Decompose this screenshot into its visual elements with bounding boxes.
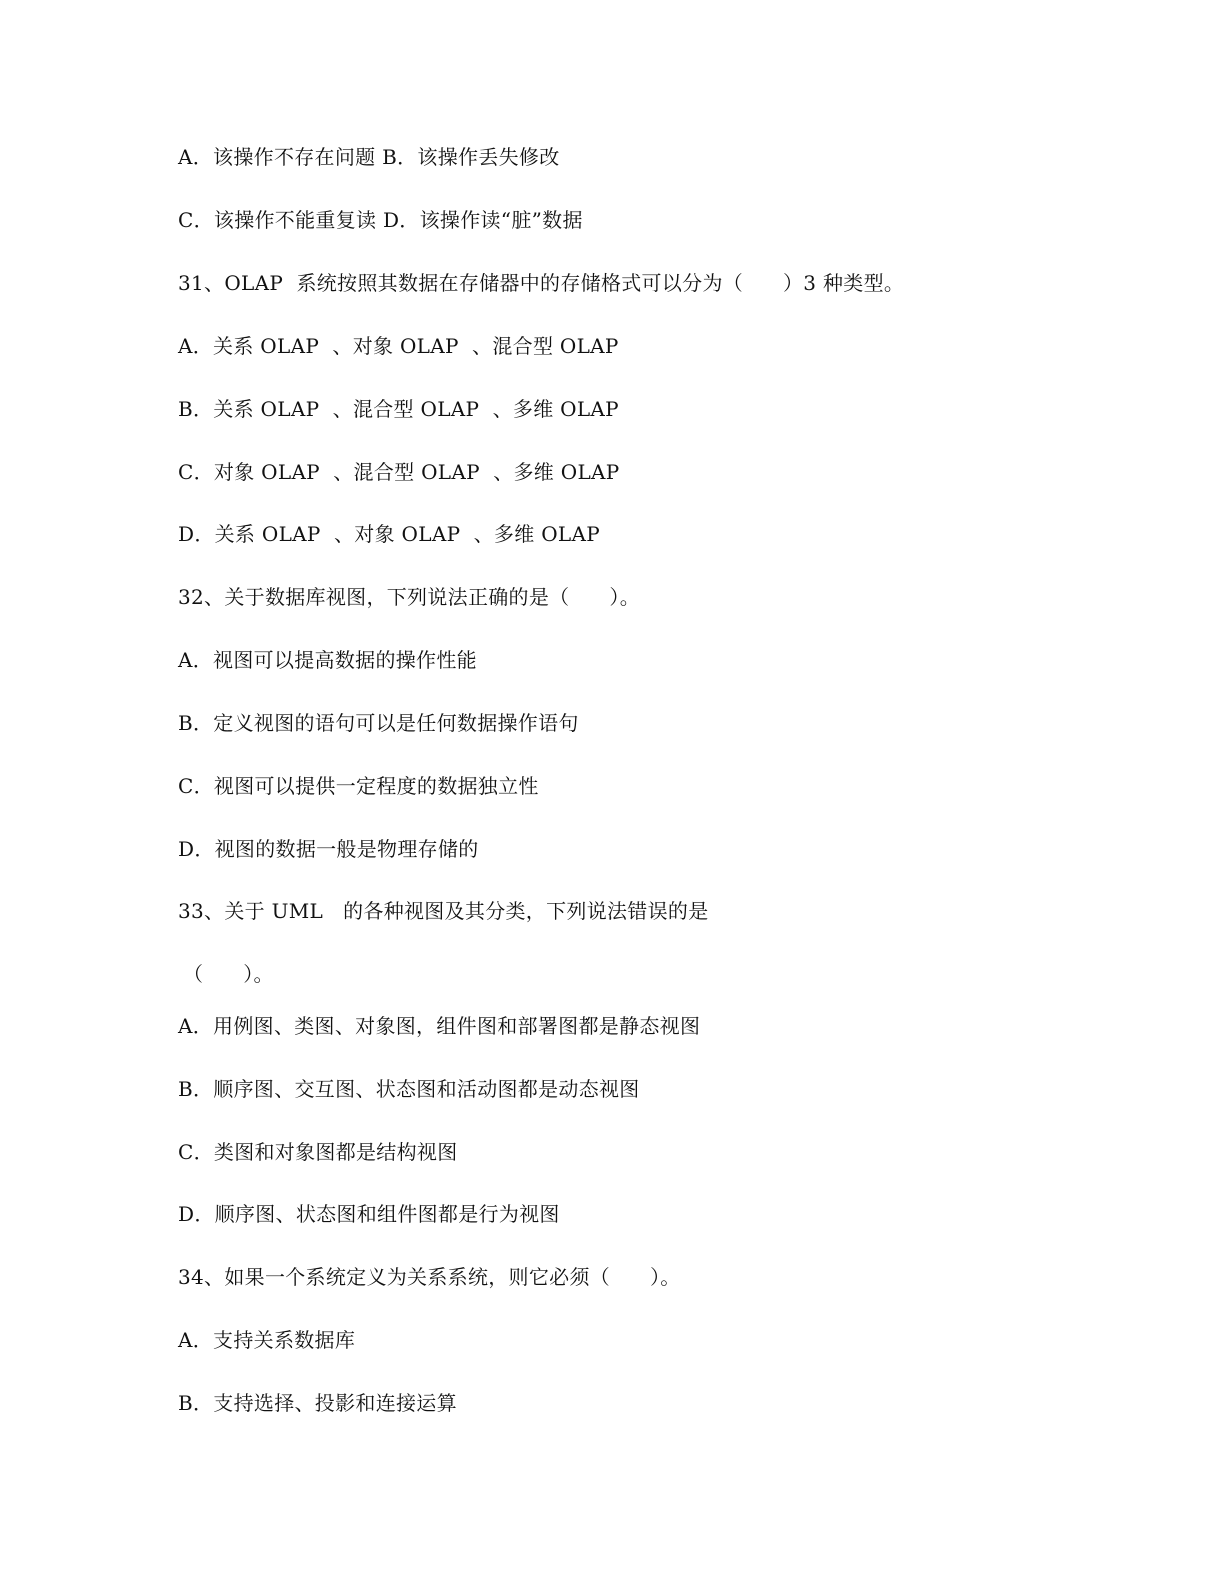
q33-option-d: D．顺序图、状态图和组件图都是行为视图 bbox=[178, 1202, 560, 1226]
q33-option-c: C．类图和对象图都是结构视图 bbox=[178, 1140, 458, 1164]
q33-option-a: A．用例图、类图、对象图，组件图和部署图都是静态视图 bbox=[178, 1014, 701, 1038]
q30-options-ab: A．该操作不存在问题 B．该操作丢失修改 bbox=[178, 145, 560, 169]
question-33-text: 33、关于 UML 的各种视图及其分类，下列说法错误的是 bbox=[178, 899, 709, 923]
q32-option-d: D．视图的数据一般是物理存储的 bbox=[178, 837, 479, 861]
q34-option-b: B．支持选择、投影和连接运算 bbox=[178, 1391, 457, 1415]
question-34-text: 34、如果一个系统定义为关系系统，则它必须（ ）。 bbox=[178, 1265, 681, 1289]
q32-option-b: B．定义视图的语句可以是任何数据操作语句 bbox=[178, 711, 579, 735]
q31-option-b: B．关系 OLAP 、混合型 OLAP 、多维 OLAP bbox=[178, 397, 619, 421]
q30-options-cd: C．该操作不能重复读 D．该操作读“脏”数据 bbox=[178, 208, 583, 232]
question-32-text: 32、关于数据库视图，下列说法正确的是（ ）。 bbox=[178, 585, 640, 609]
question-33-blank: （ ）。 bbox=[183, 962, 274, 986]
q34-option-a: A．支持关系数据库 bbox=[178, 1328, 356, 1352]
q32-option-c: C．视图可以提供一定程度的数据独立性 bbox=[178, 774, 539, 798]
q31-option-c: C．对象 OLAP 、混合型 OLAP 、多维 OLAP bbox=[178, 460, 620, 484]
question-31-text: 31、OLAP 系统按照其数据在存储器中的存储格式可以分为（ ）3 种类型。 bbox=[178, 271, 905, 295]
q32-option-a: A．视图可以提高数据的操作性能 bbox=[178, 648, 477, 672]
q33-option-b: B．顺序图、交互图、状态图和活动图都是动态视图 bbox=[178, 1077, 640, 1101]
q31-option-d: D．关系 OLAP 、对象 OLAP 、多维 OLAP bbox=[178, 522, 600, 546]
q31-option-a: A．关系 OLAP 、对象 OLAP 、混合型 OLAP bbox=[178, 334, 619, 358]
